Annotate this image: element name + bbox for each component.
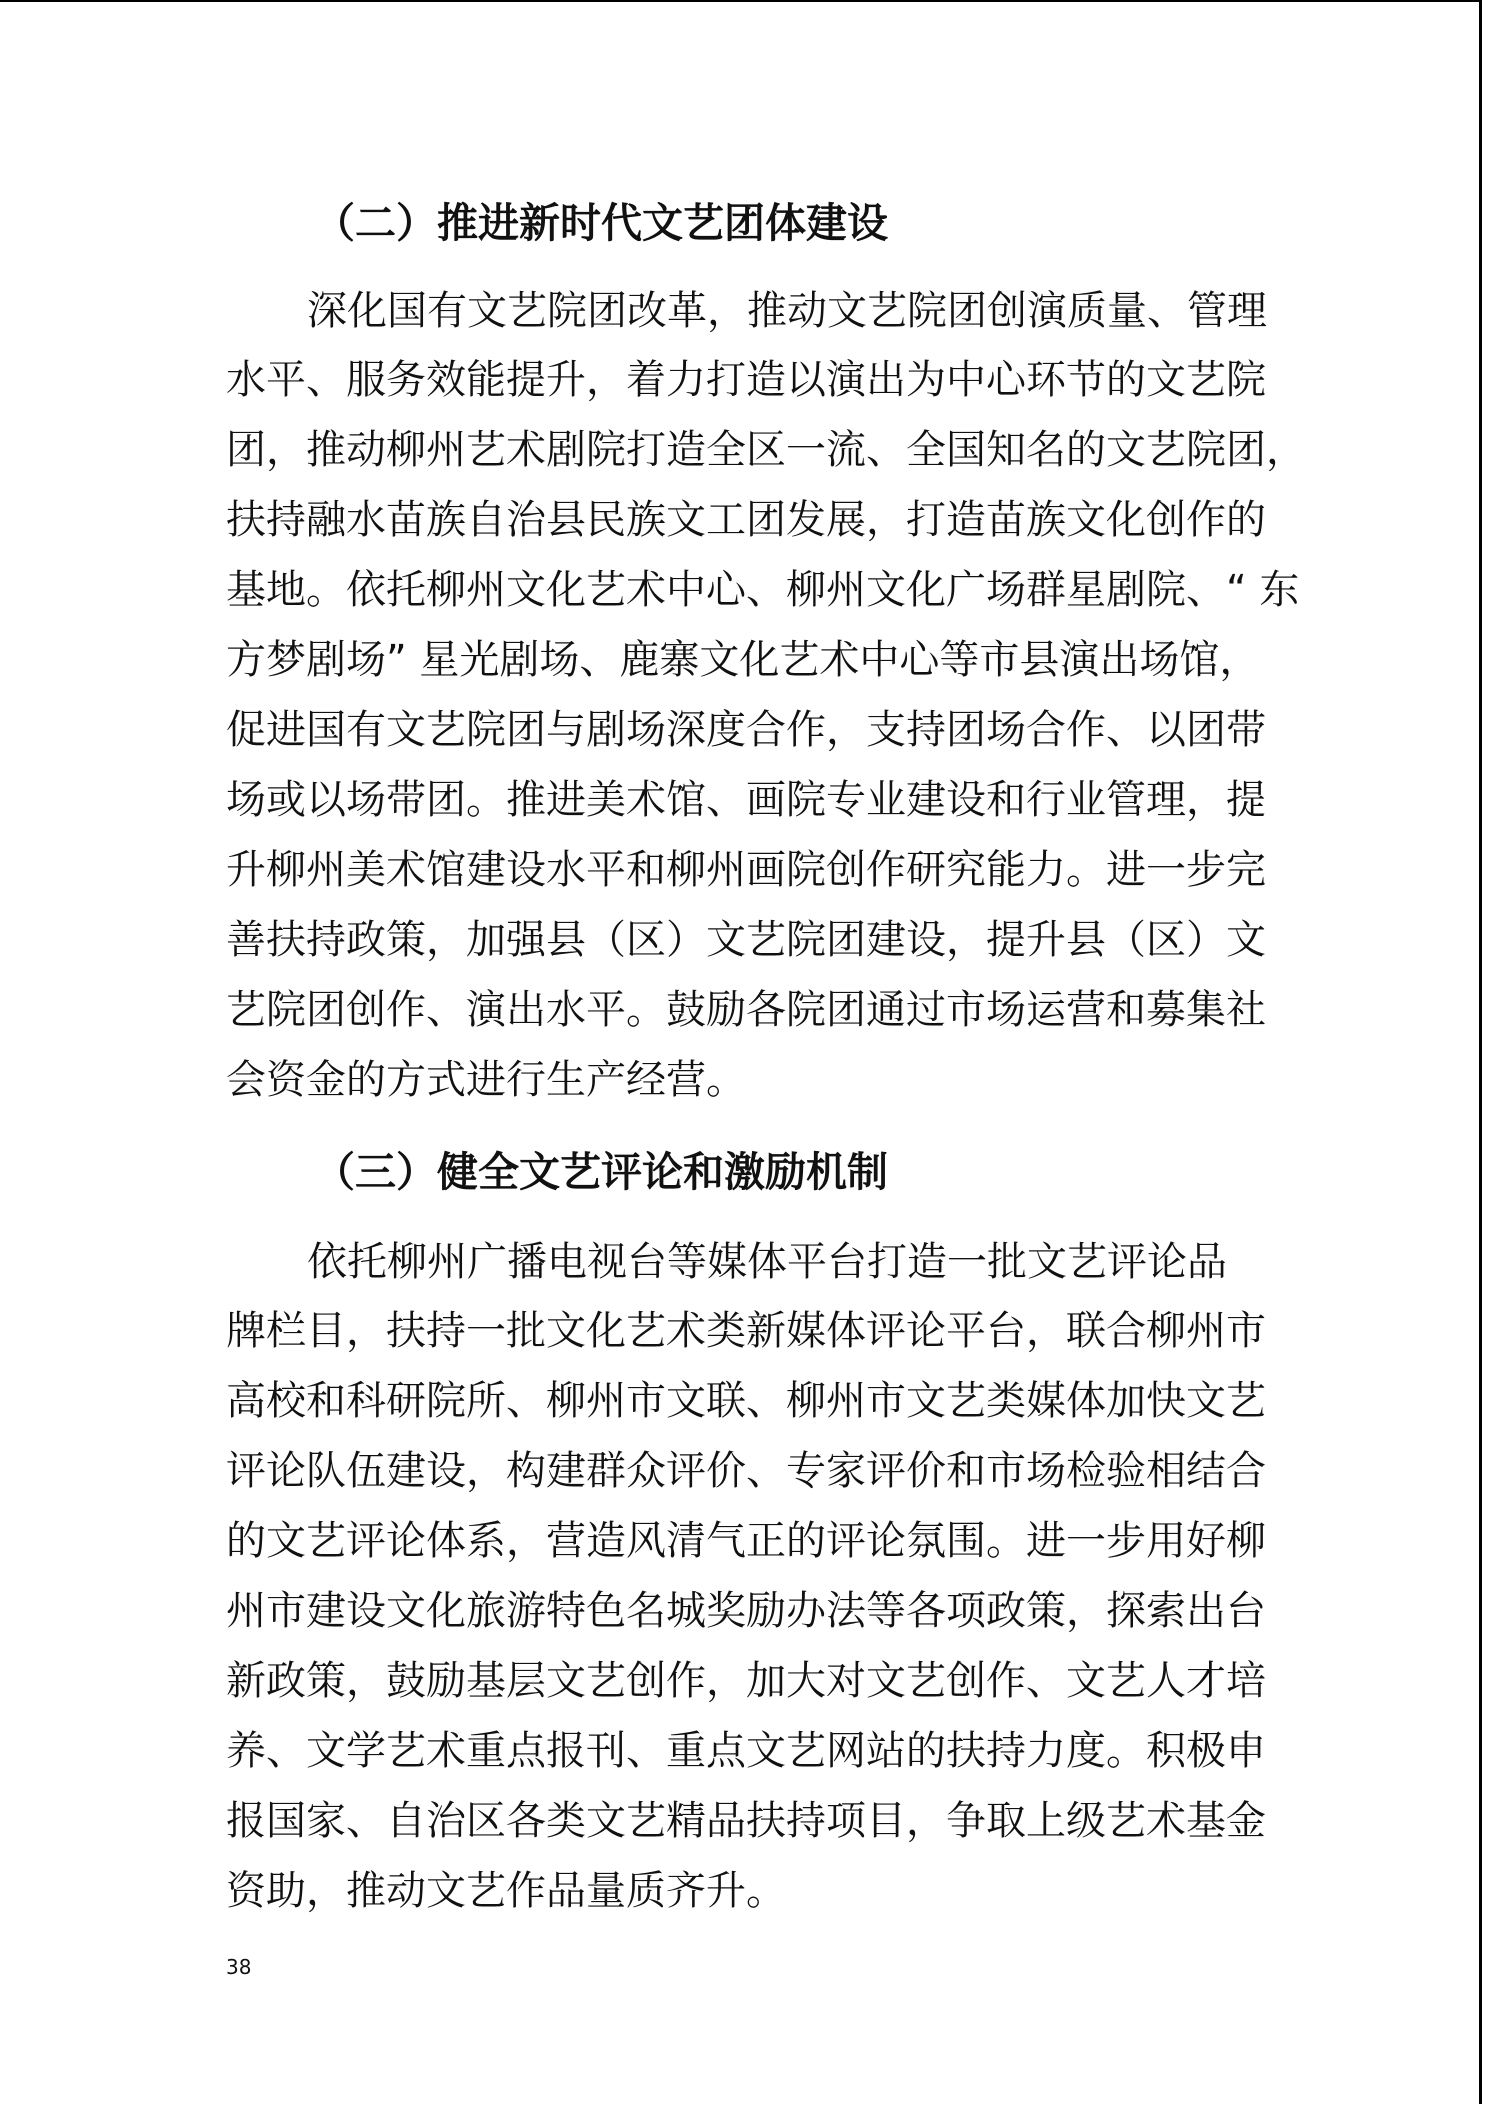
paragraph-line: 升柳州美术馆建设水平和柳州画院创作研究能力。进一步完 [226,847,1266,893]
paragraph-line: 团，推动柳州艺术剧院打造全区一流、全国知名的文艺院团， [226,427,1306,473]
paragraph-line: 扶持融水苗族自治县民族文工团发展，打造苗族文化创作的 [226,497,1266,543]
paragraph-line: 养、文学艺术重点报刊、重点文艺网站的扶持力度。积极申 [226,1728,1266,1774]
paragraph-line: 会资金的方式进行生产经营。 [226,1057,746,1103]
paragraph-line: 资助，推动文艺作品量质齐升。 [226,1868,786,1914]
paragraph-line: 牌栏目，扶持一批文化艺术类新媒体评论平台，联合柳州市 [226,1308,1266,1354]
paragraph-line: 新政策，鼓励基层文艺创作，加大对文艺创作、文艺人才培 [226,1658,1266,1704]
paragraph-line: 促进国有文艺院团与剧场深度合作，支持团场合作、以团带 [226,707,1266,753]
paragraph-line: 方梦剧场” 星光剧场、鹿寨文化艺术中心等市县演出场馆， [226,637,1260,683]
paragraph-line: 水平、服务效能提升，着力打造以演出为中心环节的文艺院 [226,357,1266,403]
paragraph-line: 报国家、自治区各类文艺精品扶持项目，争取上级艺术基金 [226,1798,1266,1844]
paragraph-line: 基地。依托柳州文化艺术中心、柳州文化广场群星剧院、“ 东 [226,567,1300,613]
paragraph-line: 州市建设文化旅游特色名城奖励办法等各项政策，探索出台 [226,1588,1266,1634]
paragraph-line: 依托柳州广播电视台等媒体平台打造一批文艺评论品 [307,1239,1227,1285]
section-heading: （三）健全文艺评论和激励机制 [314,1148,888,1196]
section-heading: （二）推进新时代文艺团体建设 [314,199,888,247]
paragraph-line: 高校和科研院所、柳州市文联、柳州市文艺类媒体加快文艺 [226,1378,1266,1424]
paragraph-line: 深化国有文艺院团改革，推动文艺院团创演质量、管理 [307,288,1267,334]
paragraph-line: 的文艺评论体系，营造风清气正的评论氛围。进一步用好柳 [226,1518,1266,1564]
paragraph-line: 善扶持政策，加强县（区）文艺院团建设，提升县（区）文 [226,917,1266,963]
paragraph-line: 场或以场带团。推进美术馆、画院专业建设和行业管理，提 [226,777,1266,823]
paragraph-line: 艺院团创作、演出水平。鼓励各院团通过市场运营和募集社 [226,987,1266,1033]
page-number: 38 [226,1955,252,1979]
paragraph-line: 评论队伍建设，构建群众评价、专家评价和市场检验相结合 [226,1448,1266,1494]
